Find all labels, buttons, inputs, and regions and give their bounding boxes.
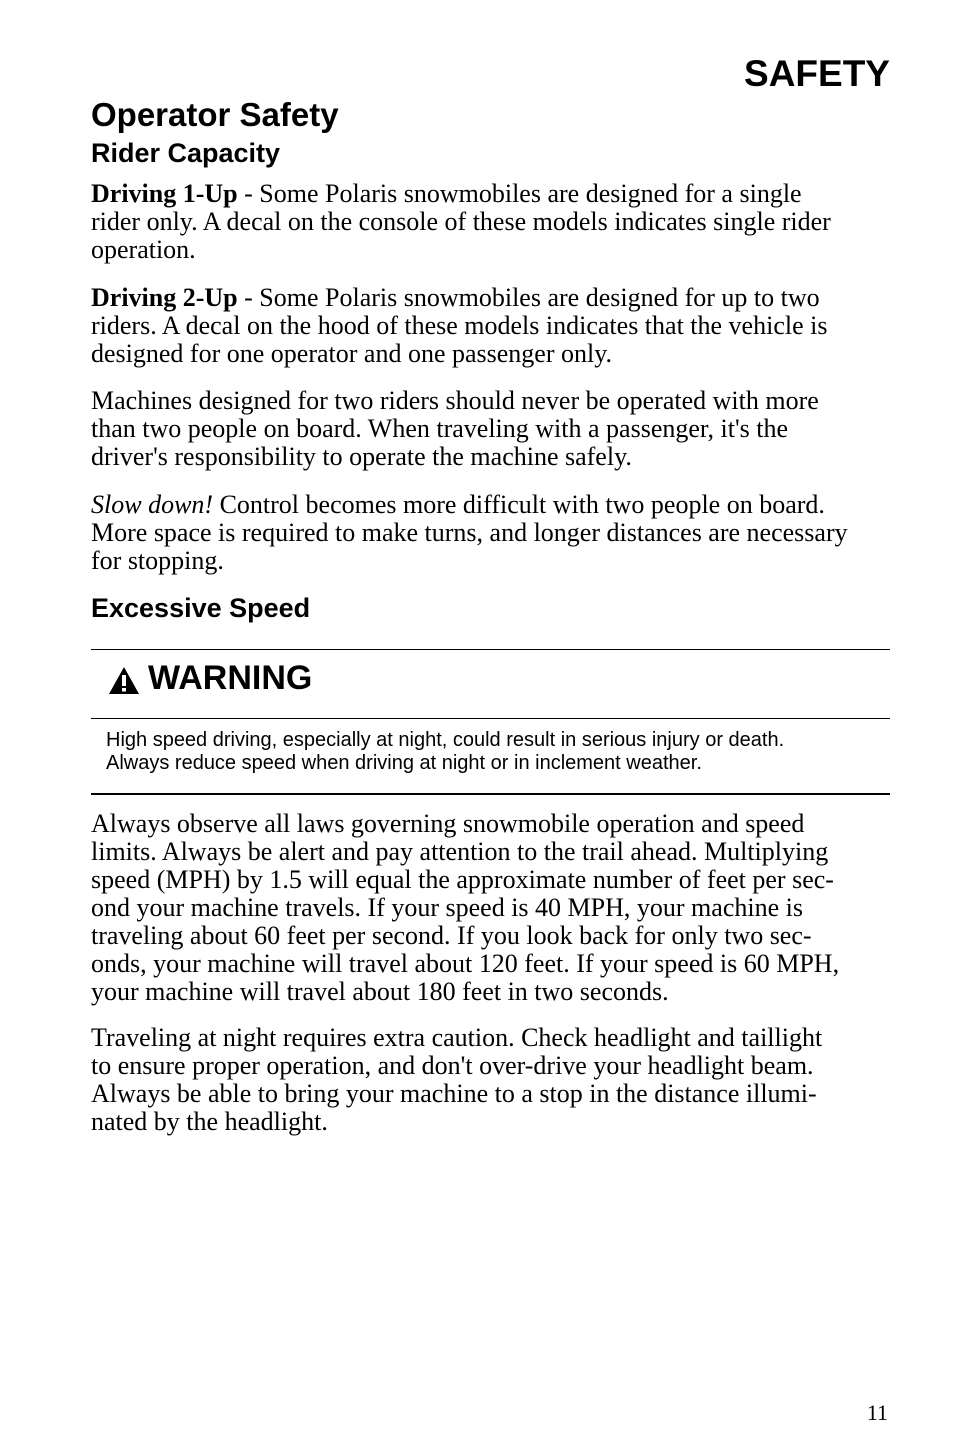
paragraph-line: - Some Polaris snowmobiles are designed for up to two xyxy=(237,283,820,312)
heading-excessive-speed: Excessive Speed xyxy=(91,593,311,623)
paragraph-line: for stopping. xyxy=(91,546,224,575)
driving-1-up-lead: Driving 1-Up xyxy=(91,179,238,208)
paragraph-line: designed for one operator and one passenger only. xyxy=(91,339,613,368)
paragraph-slow-down xyxy=(91,491,891,575)
driving-2-up-lead: Driving 2-Up xyxy=(91,283,238,312)
slow-down-lead: Slow down! xyxy=(91,490,214,519)
warning-label: WARNING xyxy=(148,659,313,697)
page-title: Operator Safety xyxy=(91,96,339,133)
paragraph-line: Always be able to bring your machine to a stop in the distance illumi- xyxy=(91,1079,817,1108)
paragraph-line: driver's responsibility to operate the machine safely. xyxy=(91,442,632,471)
paragraph-line: nated by the headlight. xyxy=(91,1107,328,1136)
warning-top-rule xyxy=(91,649,890,650)
warning-title xyxy=(108,657,312,699)
paragraph-line: to ensure proper operation, and don't over-drive your headlight beam. xyxy=(91,1051,814,1080)
paragraph-line: Always observe all laws governing snowmobile operation and speed xyxy=(91,809,805,838)
warning-bottom-rule xyxy=(91,793,890,795)
paragraph-line: riders. A decal on the hood of these models indicates that the vehicle is xyxy=(91,311,828,340)
paragraph-two-riders xyxy=(91,387,891,471)
page-number: 11 xyxy=(866,1400,888,1425)
paragraph-night-travel xyxy=(91,1024,891,1136)
paragraph-line: Machines designed for two riders should never be operated with more xyxy=(91,386,819,415)
paragraph-line: limits. Always be alert and pay attention to the trail ahead. Multiplying xyxy=(91,837,829,866)
paragraph-line: - Some Polaris snowmobiles are designed for a single xyxy=(237,179,802,208)
paragraph-driving-2-up xyxy=(91,284,891,368)
heading-rider-capacity: Rider Capacity xyxy=(91,138,281,168)
warning-line: High speed driving, especially at night, could result in serious injury or death. xyxy=(106,729,785,751)
paragraph-line: than two people on board. When traveling with a passenger, it's the xyxy=(91,414,789,443)
paragraph-line: Control becomes more difficult with two people on board. xyxy=(213,490,825,519)
paragraph-driving-1-up xyxy=(91,180,891,264)
paragraph-line: operation. xyxy=(91,235,196,264)
paragraph-line: your machine will travel about 180 feet in two seconds. xyxy=(91,977,669,1006)
paragraph-line: rider only. A decal on the console of these models indicates single rider xyxy=(91,207,831,236)
paragraph-line: ond your machine travels. If your speed is 40 MPH, your machine is xyxy=(91,893,803,922)
warning-middle-rule xyxy=(91,718,890,719)
warning-triangle-icon xyxy=(108,666,140,695)
paragraph-speed-laws xyxy=(91,810,891,1006)
section-header: SAFETY xyxy=(744,53,890,94)
paragraph-line: onds, your machine will travel about 120 feet. If your speed is 60 MPH, xyxy=(91,949,840,978)
warning-line: Always reduce speed when driving at night or in inclement weather. xyxy=(106,752,702,774)
paragraph-line: speed (MPH) by 1.5 will equal the approximate number of feet per sec- xyxy=(91,865,834,894)
paragraph-line: traveling about 60 feet per second. If you look back for only two sec- xyxy=(91,921,812,950)
paragraph-line: Traveling at night requires extra caution. Check headlight and taillight xyxy=(91,1023,823,1052)
paragraph-line: More space is required to make turns, and longer distances are necessary xyxy=(91,518,848,547)
warning-text xyxy=(106,729,784,775)
